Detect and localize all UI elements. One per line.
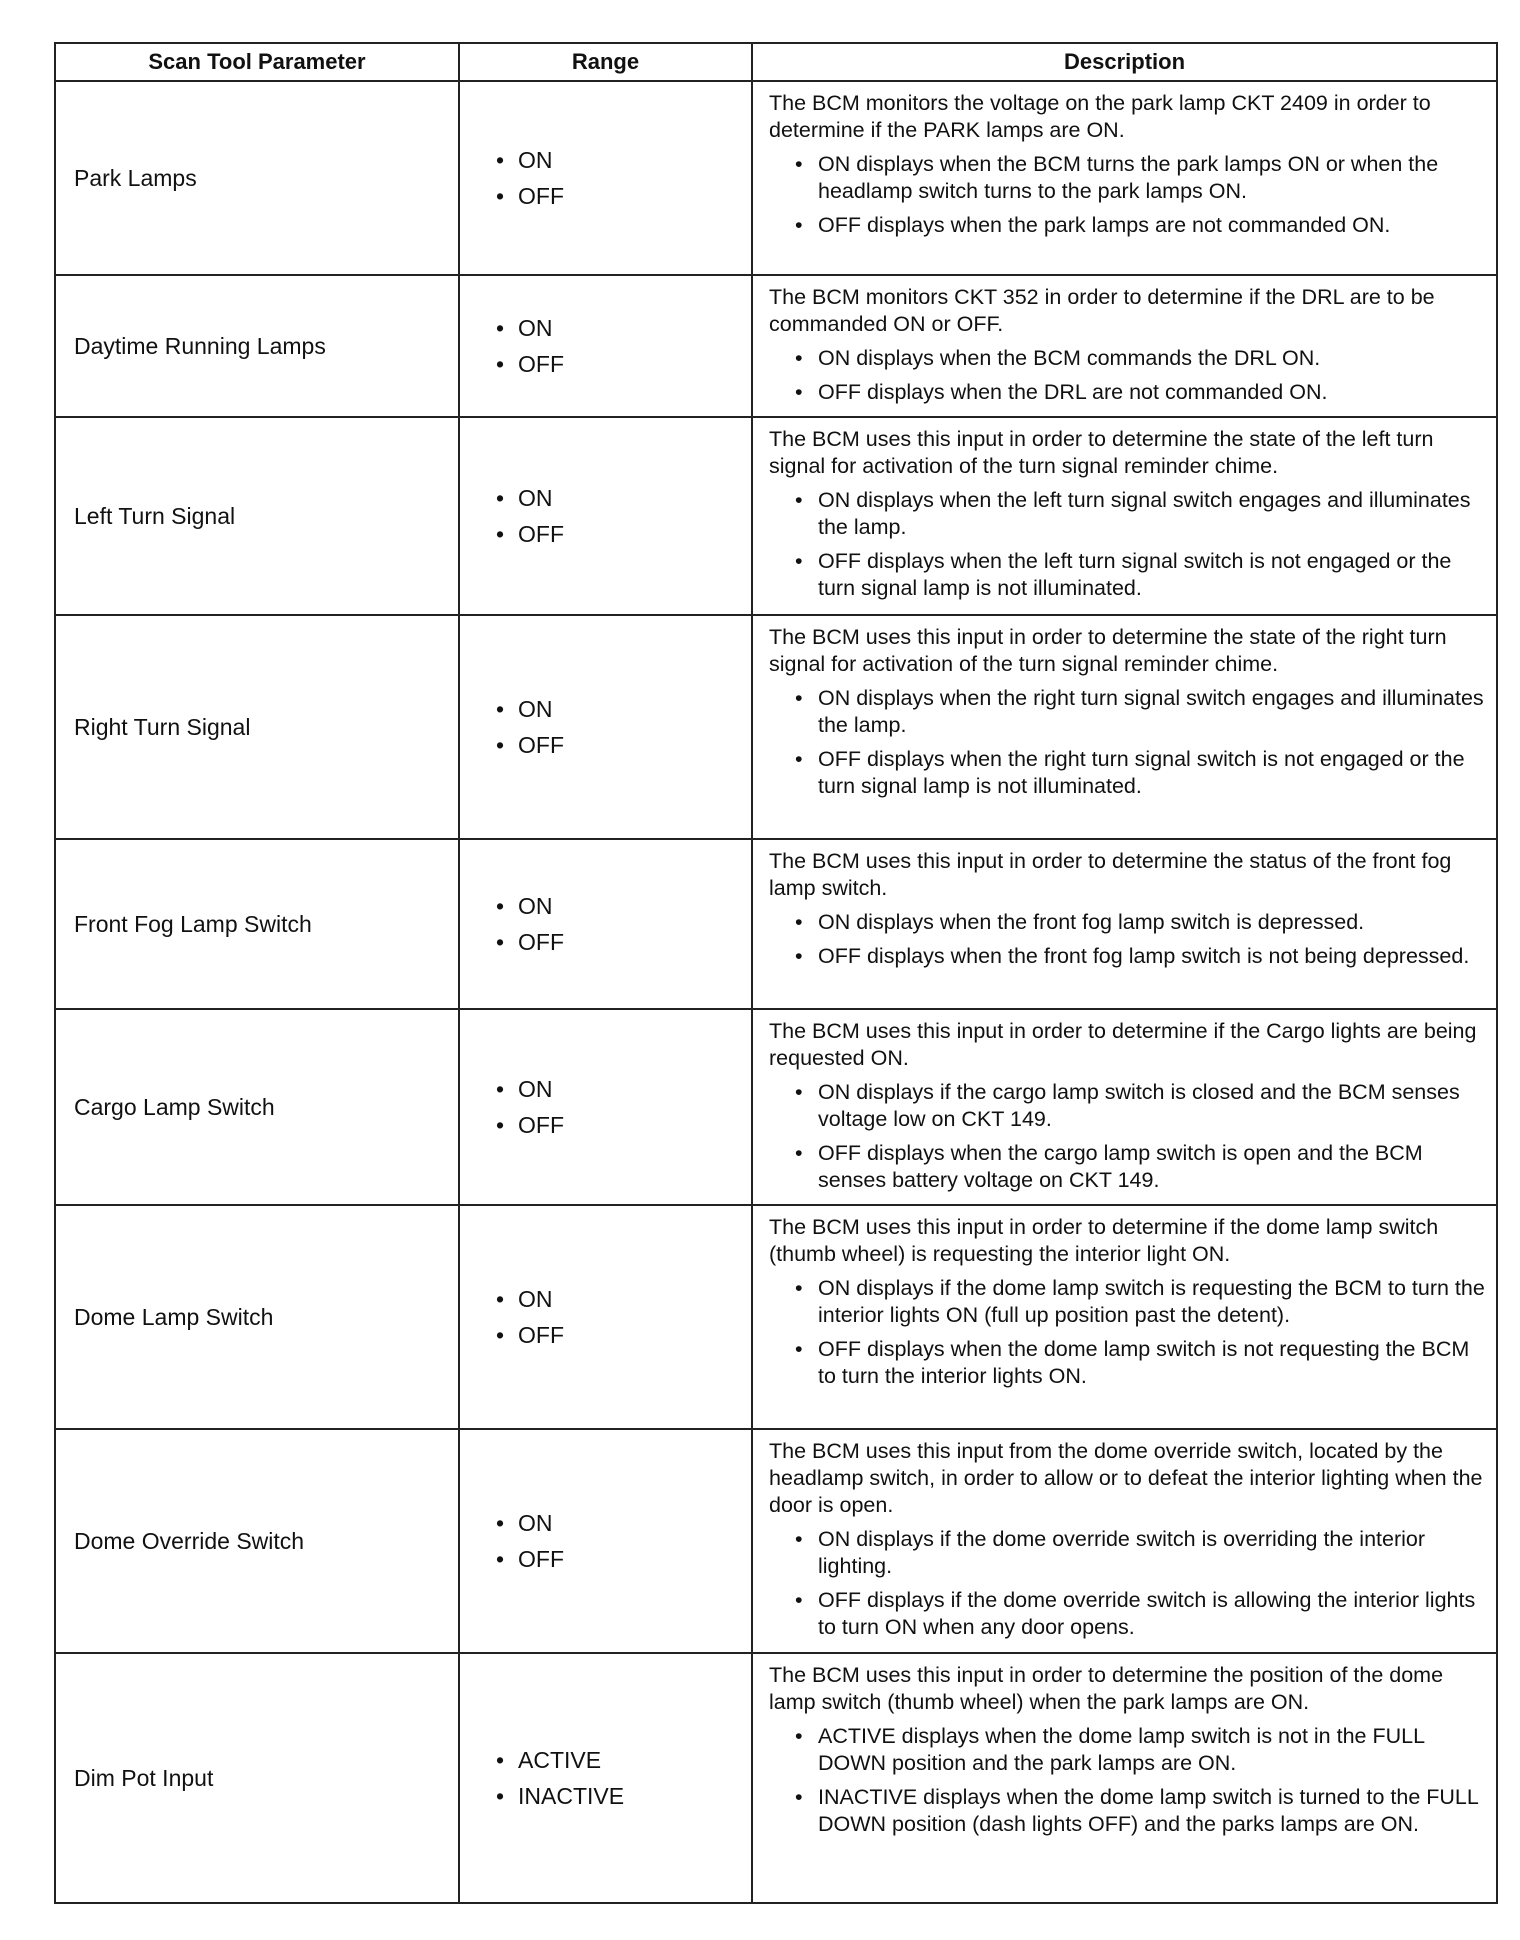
description-bullet: • ON displays when the front fog lamp switch is depressed. (795, 909, 1486, 936)
table-row (55, 275, 1497, 417)
range-value: • OFF (496, 727, 751, 763)
range-value: • ON (496, 142, 751, 178)
parameter-name: Dim Pot Input (55, 1653, 459, 1903)
description-bullet: • OFF displays when the cargo lamp switch is open and the BCM senses battery voltage on CKT 149. (795, 1140, 1486, 1194)
range-value: • ON (496, 691, 751, 727)
range-value: • OFF (496, 1107, 751, 1143)
parameter-name: Cargo Lamp Switch (55, 1009, 459, 1205)
description-bullet: • ON displays if the dome lamp switch is requesting the BCM to turn the interior lights ON (full up position past the detent). (795, 1275, 1486, 1329)
table-row (55, 1205, 1497, 1429)
parameter-name: Park Lamps (55, 81, 459, 275)
range-value: • OFF (496, 516, 751, 552)
description-bullet: • ON displays if the cargo lamp switch is closed and the BCM senses voltage low on CKT 149. (795, 1079, 1486, 1133)
description-text: The BCM uses this input from the dome override switch, located by the headlamp switch, in order to allow or to defeat the interior lighting when the door is open. (769, 1439, 1483, 1517)
table-row (55, 1009, 1497, 1205)
description-bullet: • OFF displays when the left turn signal switch is not engaged or the turn signal lamp is not illuminated. (795, 548, 1486, 602)
description-bullet: • ON displays when the left turn signal switch engages and illuminates the lamp. (795, 487, 1486, 541)
table-row (55, 1653, 1497, 1903)
description-text: The BCM uses this input in order to determine if the Cargo lights are being requested ON. (769, 1019, 1477, 1070)
range-value: • ON (496, 1071, 751, 1107)
range-value: • OFF (496, 346, 751, 382)
range-cell (459, 1429, 752, 1653)
description-bullet: • OFF displays when the right turn signal switch is not engaged or the turn signal lamp is not illuminated. (795, 746, 1486, 800)
range-cell (459, 1653, 752, 1903)
description-bullet: • ON displays when the right turn signal switch engages and illuminates the lamp. (795, 685, 1486, 739)
table-row (55, 615, 1497, 839)
table-row (55, 417, 1497, 615)
range-value: • ON (496, 1505, 751, 1541)
table-row (55, 839, 1497, 1009)
description-bullet: • OFF displays if the dome override switch is allowing the interior lights to turn ON when any door opens. (795, 1587, 1486, 1641)
range-value: • INACTIVE (496, 1778, 751, 1814)
parameter-name: Daytime Running Lamps (55, 275, 459, 417)
description-cell (752, 1205, 1497, 1429)
description-cell (752, 615, 1497, 839)
range-value: • ON (496, 480, 751, 516)
parameter-name: Dome Override Switch (55, 1429, 459, 1653)
range-value: • ON (496, 888, 751, 924)
range-cell (459, 275, 752, 417)
description-text: The BCM uses this input in order to determine the state of the left turn signal for activation of the turn signal reminder chime. (769, 427, 1434, 478)
header-range: Range (459, 43, 752, 81)
range-value: • OFF (496, 924, 751, 960)
description-bullet: • OFF displays when the park lamps are not commanded ON. (795, 212, 1486, 239)
description-cell (752, 1653, 1497, 1903)
header-description: Description (752, 43, 1497, 81)
description-cell (752, 1009, 1497, 1205)
range-value: • OFF (496, 1541, 751, 1577)
parameter-name: Left Turn Signal (55, 417, 459, 615)
description-cell (752, 275, 1497, 417)
table-row (55, 81, 1497, 275)
range-cell (459, 615, 752, 839)
range-cell (459, 1009, 752, 1205)
description-bullet: • ACTIVE displays when the dome lamp switch is not in the FULL DOWN position and the park lamps are ON. (795, 1723, 1486, 1777)
range-cell (459, 1205, 752, 1429)
description-text: The BCM uses this input in order to determine the status of the front fog lamp switch. (769, 849, 1452, 900)
table-row (55, 1429, 1497, 1653)
range-value: • ON (496, 310, 751, 346)
parameter-name: Right Turn Signal (55, 615, 459, 839)
description-cell (752, 417, 1497, 615)
range-cell (459, 839, 752, 1009)
range-cell (459, 81, 752, 275)
header-scan-tool-parameter: Scan Tool Parameter (55, 43, 459, 81)
description-bullet: • INACTIVE displays when the dome lamp switch is turned to the FULL DOWN position (dash lights OFF) and the parks lamps are ON. (795, 1784, 1486, 1838)
description-bullet: • ON displays when the BCM commands the DRL ON. (795, 345, 1486, 372)
description-bullet: • OFF displays when the front fog lamp switch is not being depressed. (795, 943, 1486, 970)
table-header-row (55, 43, 1497, 81)
description-bullet: • OFF displays when the dome lamp switch is not requesting the BCM to turn the interior lights ON. (795, 1336, 1486, 1390)
description-bullet: • ON displays if the dome override switch is overriding the interior lighting. (795, 1526, 1486, 1580)
description-text: The BCM monitors CKT 352 in order to determine if the DRL are to be commanded ON or OFF. (769, 285, 1435, 336)
description-text: The BCM uses this input in order to determine if the dome lamp switch (thumb wheel) is requesting the interior light ON. (769, 1215, 1439, 1266)
scan-tool-parameter-table (54, 42, 1498, 1904)
range-value: • ACTIVE (496, 1742, 751, 1778)
description-text: The BCM monitors the voltage on the park lamp CKT 2409 in order to determine if the PARK lamps are ON. (769, 91, 1431, 142)
description-cell (752, 1429, 1497, 1653)
parameter-name: Dome Lamp Switch (55, 1205, 459, 1429)
range-value: • ON (496, 1281, 751, 1317)
range-cell (459, 417, 752, 615)
description-text: The BCM uses this input in order to determine the position of the dome lamp switch (thumb wheel) when the park lamps are ON. (769, 1663, 1444, 1714)
range-value: • OFF (496, 1317, 751, 1353)
description-text: The BCM uses this input in order to determine the state of the right turn signal for activation of the turn signal reminder chime. (769, 625, 1447, 676)
parameter-name: Front Fog Lamp Switch (55, 839, 459, 1009)
description-bullet: • OFF displays when the DRL are not commanded ON. (795, 379, 1486, 406)
range-value: • OFF (496, 178, 751, 214)
description-cell (752, 81, 1497, 275)
description-bullet: • ON displays when the BCM turns the park lamps ON or when the headlamp switch turns to the park lamps ON. (795, 151, 1486, 205)
description-cell (752, 839, 1497, 1009)
